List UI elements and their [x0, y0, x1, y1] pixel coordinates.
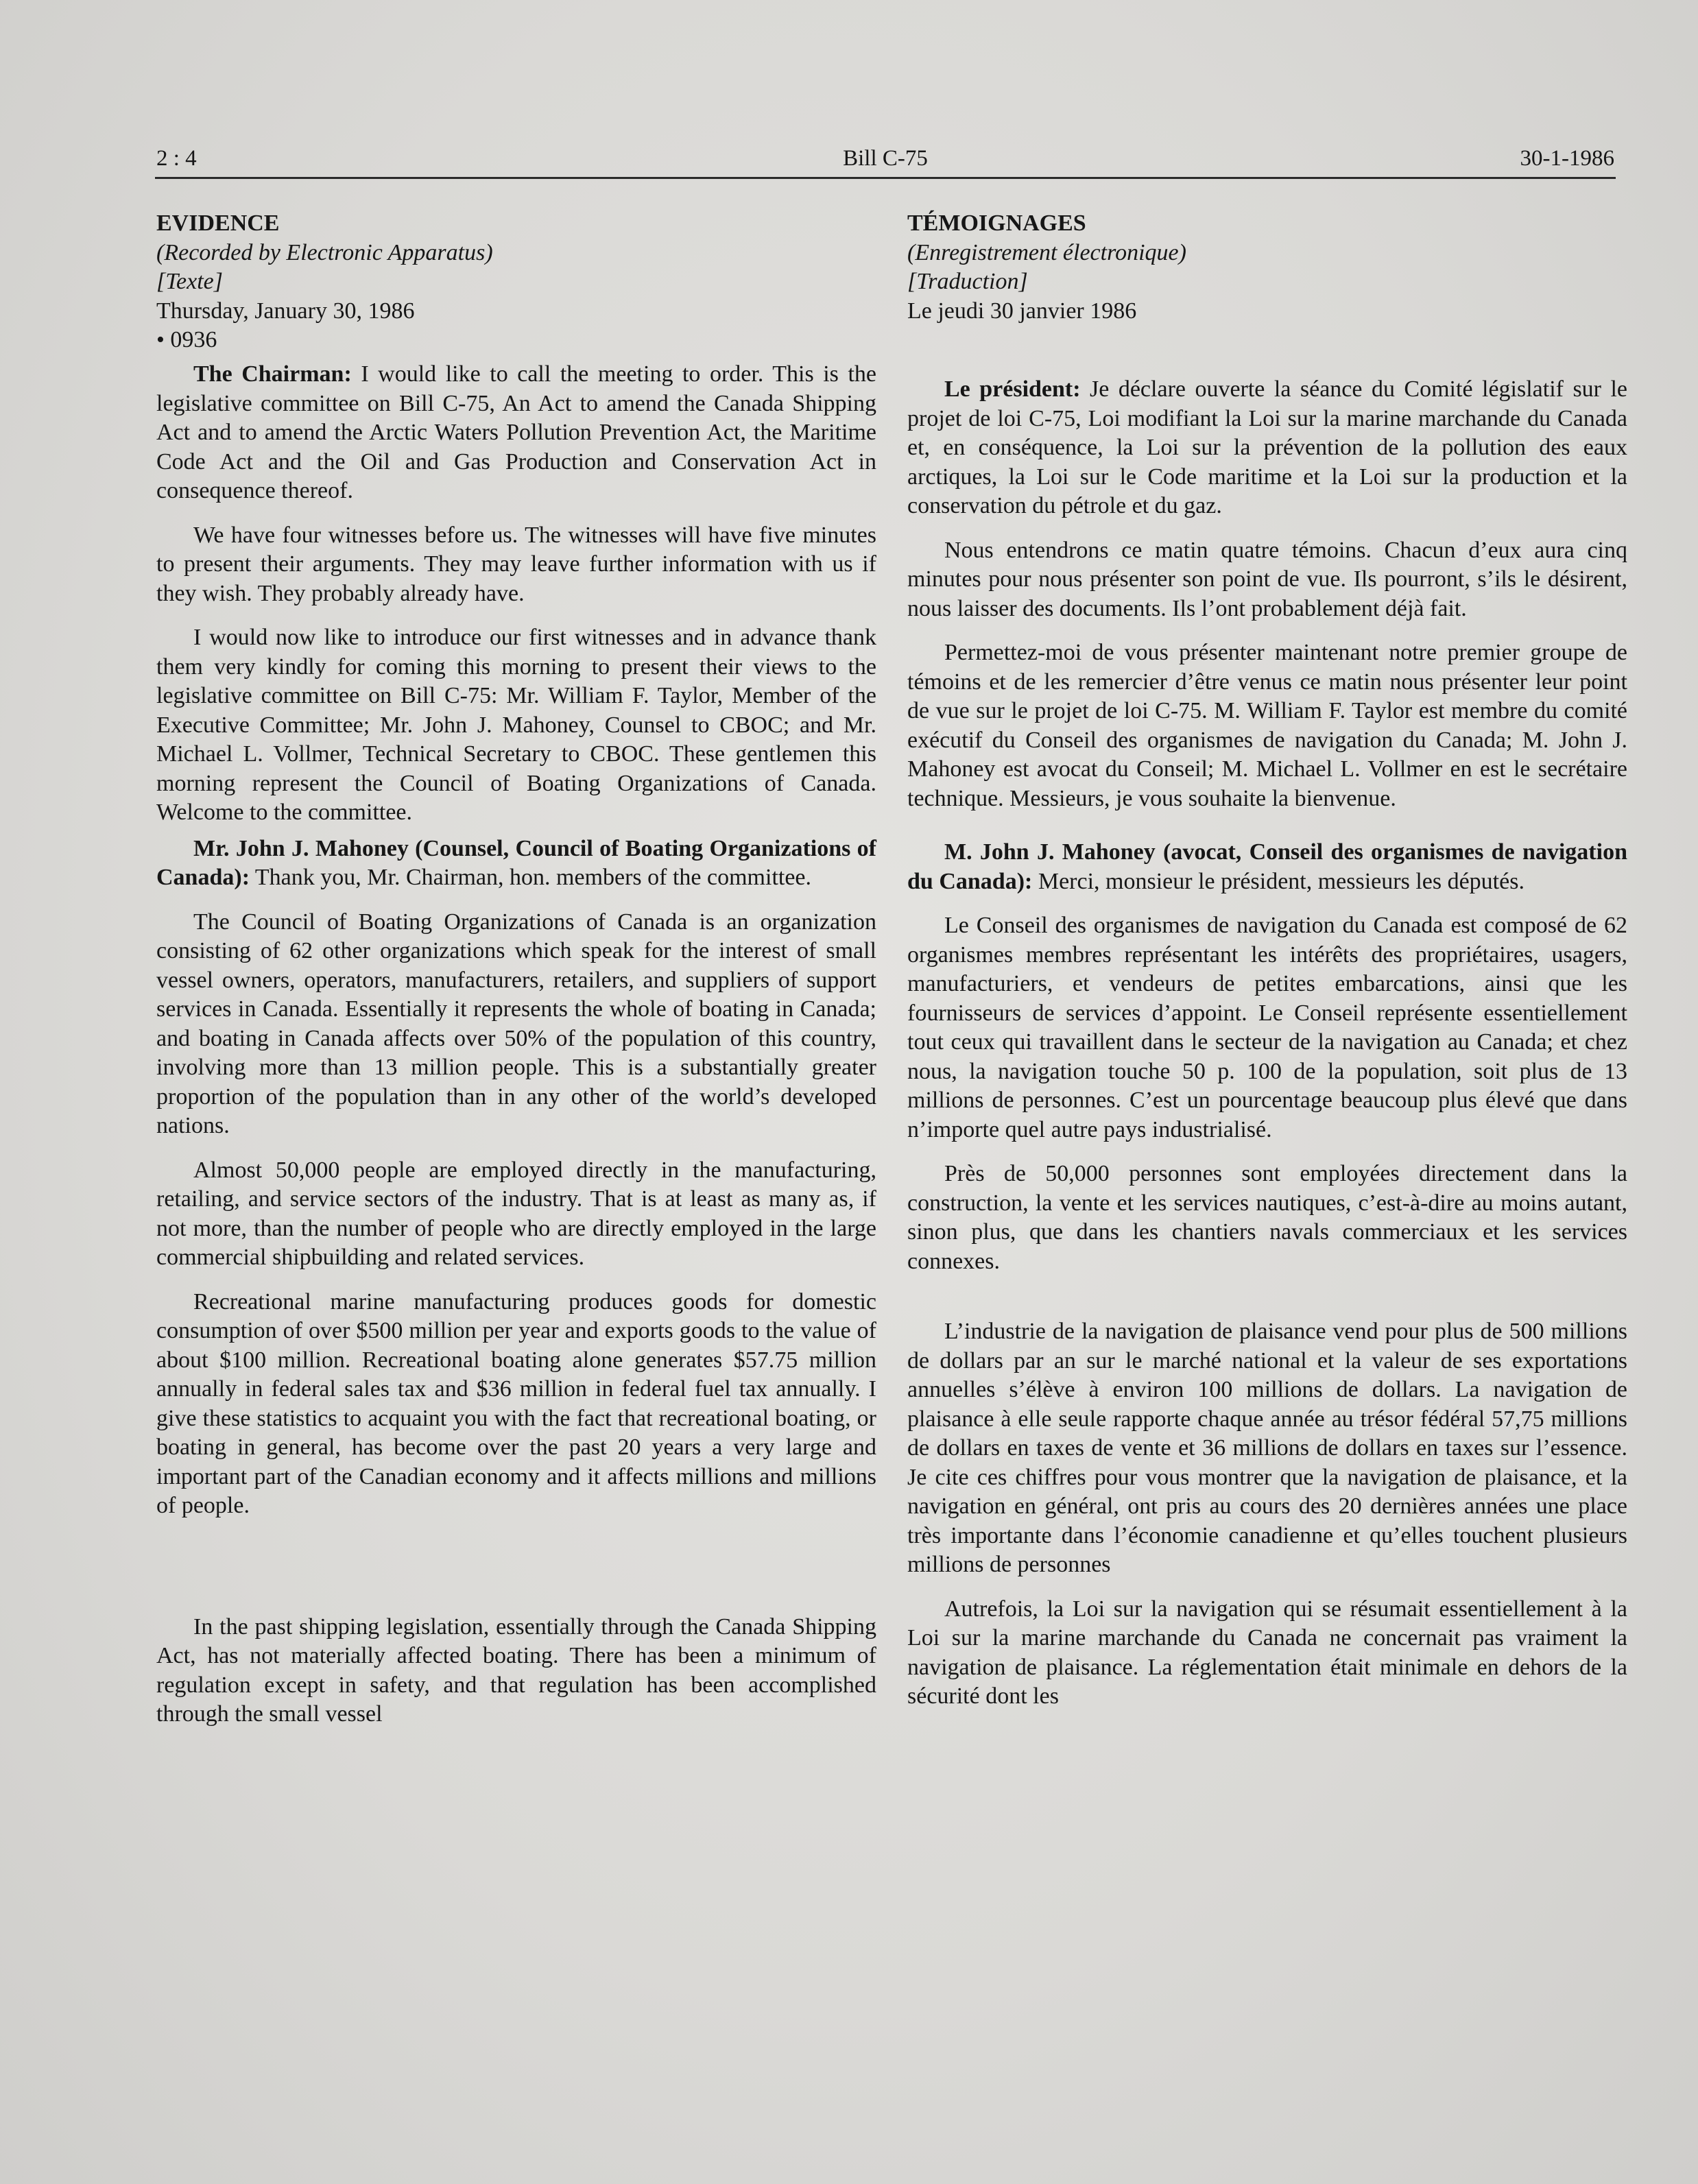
bill-title: Bill C-75 [843, 146, 928, 171]
paragraph: Le Conseil des organismes de navigation du Canada est composé de 62 organismes membres représentant les intérêts des propriétaires, usagers, manufacturiers, et vendeurs de petites embarcations, ainsi que les fournisseurs de services d’appoint. Le Conseil représente essentiellement tout ceux qui travaillent dans le secteur de la navigation au Canada; et chez nous, la navigation touche 50 p. 100 de la population, soit plus de 13 millions de personnes. C’est un pourcentage beaucoup plus élevé que dans n’importe quel autre pays industrialisé. [907, 913, 1627, 1142]
texte-text: Texte [165, 269, 214, 294]
recorded-note: (Enregistrement électronique) [907, 239, 1186, 265]
paragraph: We have four witnesses before us. The witnesses will have five minutes to present their arguments. They may leave further information with us if they wish. They probably already have. [156, 522, 876, 606]
paragraph [907, 838, 1627, 896]
paragraph: L’industrie de la navigation de plaisance vend pour plus de 500 millions de dollars par an sur le marché national et la valeur de ses exportations annuelles s’élève à environ 100 millions de dollars. La navigation de plaisance à elle seule rapporte chaque année au trésor fédéral 57,75 millions de dollars en taxes de vente et 36 millions de dollars en taxes sur l’essence. Je cite ces chiffres pour vous montrer que la navigation de plaisance, et la navigation en général, ont pris au cours des 20 dernières années une place très importante dans l’économie canadienne et qu’elles touchent plusieurs millions de personnes [907, 1319, 1627, 1577]
paragraph: Près de 50,000 personnes sont employées directement dans la construction, la vente et les services nautiques, c’est-à-dire au moins autant, sinon plus, que dans les chantiers navals commerciaux et les services connexes. [907, 1161, 1627, 1274]
header-rule [155, 177, 1616, 179]
header-date: 30-1-1986 [1520, 146, 1614, 171]
paragraph: Permettez-moi de vous présenter maintenant notre premier groupe de témoins et de les remercier d’être venus ce matin nous présenter leur point de vue sur le projet de loi C-75. M. William F. Taylor est membre du comité exécutif du Conseil des organismes de navigation du Canada; M. John J. Mahoney est avocat du Conseil; M. Michael L. Vollmer en est le secrétaire technique. Messieurs, je vous souhaite la bienvenue. [907, 640, 1627, 811]
recorded-text: Enregistrement électronique [915, 239, 1179, 265]
paragraph: I would now like to introduce our first witnesses and in advance thank them very kindly for coming this morning to present their views to the legislative committee on Bill C-75: Mr. William F. Taylor, Member of the Executive Committee; Mr. John J. Mahoney, Counsel to CBOC; and Mr. Michael L. Vollmer, Technical Secretary to CBOC. These gentlemen this morning represent the Council of Boating Organizations of Canada. Welcome to the committee. [156, 625, 876, 825]
spacer [156, 1521, 876, 1598]
speech-text: Thank you, Mr. Chairman, hon. members of the committee. [250, 865, 812, 890]
meeting-date: Thursday, January 30, 1986 [156, 298, 415, 324]
speaker-name: The Chairman: [193, 361, 352, 387]
paragraph: Recreational marine manufacturing produces goods for domestic consumption of over $500 million per year and exports goods to the value of about $100 million. Recreational boating alone generates $57.75 million annually in federal sales tax and $36 million in federal fuel tax annually. I give these statistics to acquaint you with the fact that recreational boating, or boating in general, has become over the past 20 years a very large and important part of the Canadian economy and it affects millions and millions of people. [156, 1288, 876, 1518]
speech-text: Je déclare ouverte la séance du Comité législatif sur le projet de loi C-75, Loi modifiant la Loi sur la marine marchande du Canada et, en conséquence, la Loi sur la prévention de la pollution des eaux arctiques, la Loi sur le Code maritime et la Loi sur la production et la conservation du pétrole et du gaz. [907, 376, 1628, 518]
speech-text: Merci, monsieur le président, messieurs les députés. [1032, 868, 1524, 894]
paragraph: In the past shipping legislation, essentially through the Canada Shipping Act, has not materially affected boating. There has been a minimum of regulation except in safety, and that regulation has been accomplished through the small vessel [156, 1613, 876, 1727]
paragraph: Nous entendrons ce matin quatre témoins. Chacun d’eux aura cinq minutes pour nous présenter son point de vue. Ils pourront, s’ils le désirent, nous laisser des documents. Ils l’ont probablement déjà fait. [907, 537, 1627, 621]
spacer [907, 1276, 1627, 1302]
recorded-text: Recorded by Electronic Apparatus [164, 239, 486, 265]
texte-note: [Texte] [156, 269, 223, 294]
traduction-text: Traduction [916, 269, 1019, 294]
page-number: 2 : 4 [156, 146, 197, 171]
paragraph [907, 375, 1627, 521]
temoignages-heading: TÉMOIGNAGES [907, 211, 1086, 236]
timecode: • 0936 [156, 327, 217, 352]
timecode-value: 0936 [170, 327, 217, 352]
meeting-date: Le jeudi 30 janvier 1986 [907, 298, 1137, 324]
traduction-note: [Traduction] [907, 269, 1028, 294]
paragraph: The Council of Boating Organizations of Canada is an organization consisting of 62 other organizations which speak for the interest of small vessel owners, operators, manufacturers, retailers, and suppliers of support services in Canada. Essentially it represents the whole of boating in Canada; and boating in Canada affects over 50% of the population of this country, involving more than 13 million people. This is a substantially greater proportion of the population than in any other of the world’s developed nations. [156, 909, 876, 1138]
french-column [907, 209, 1627, 1712]
recorded-note: (Recorded by Electronic Apparatus) [156, 239, 493, 265]
paragraph [156, 835, 876, 893]
speaker-name: Le président: [944, 376, 1081, 402]
paragraph [156, 360, 876, 506]
paragraph: Almost 50,000 people are employed directly in the manufacturing, retailing, and service sectors of the industry. That is at least as many as, if not more, than the number of people who are directly employed in the large commercial shipbuilding and related services. [156, 1157, 876, 1270]
evidence-heading: EVIDENCE [156, 211, 280, 236]
paragraph: Autrefois, la Loi sur la navigation qui se résumait essentiellement à la Loi sur la marine marchande du Canada ne concernait pas vraiment la navigation de plaisance. La réglementation était minimale en dehors de la sécurité dont les [907, 1596, 1627, 1709]
speaker-name: Mr. John J. Mahoney (Counsel, Council of Boating Organizations of Canada): [156, 835, 876, 890]
english-column [156, 209, 876, 1729]
spacer [907, 326, 1627, 368]
page-header [156, 141, 1614, 175]
speaker-name: M. John J. Mahoney (avocat, Conseil des organismes de navigation du Canada): [907, 839, 1627, 894]
speech-text: I would like to call the meeting to order. This is the legislative committee on Bill C-75, An Act to amend the Canada Shipping Act and to amend the Arctic Waters Pollution Prevention Act, the Maritime Code Act and the Oil and Gas Production and Conservation Act in consequence thereof. [156, 361, 876, 503]
